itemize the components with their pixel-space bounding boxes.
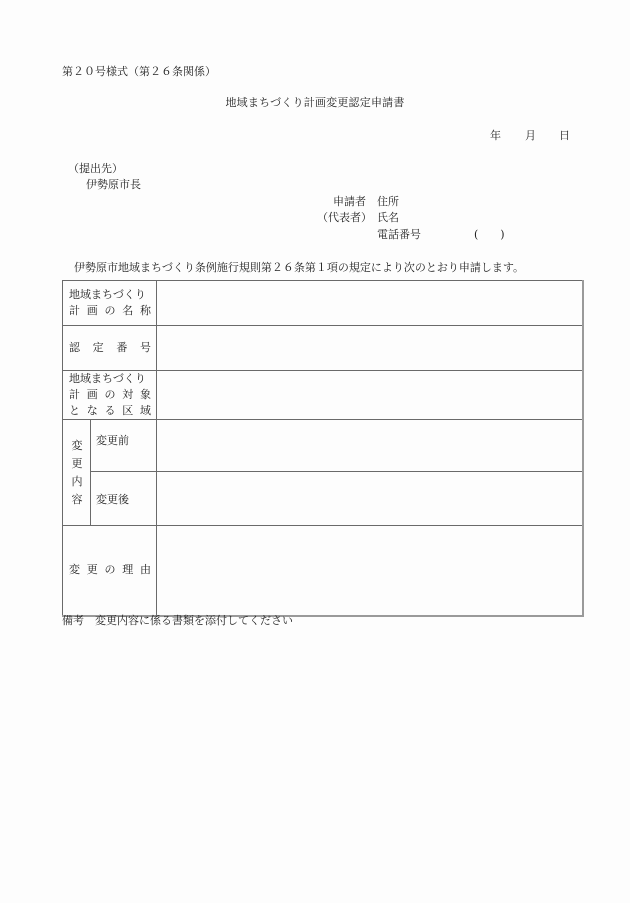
- preamble-text: 伊勢原市地域まちづくり条例施行規則第２６条第１項の規定により次のとおり申請します。: [74, 261, 525, 274]
- plan-name-label-line1: 地域まちづくり: [69, 288, 146, 301]
- form-number: 第２０号様式（第２６条関係）: [62, 65, 216, 78]
- plan-name-label-line2: 計 画 の 名 称: [69, 304, 151, 317]
- date-year-label: 年: [490, 129, 501, 142]
- applicant-name-label: 氏名: [377, 211, 399, 224]
- applicant-phone-paren: ( ): [474, 228, 505, 241]
- table-row-plan-name: [63, 281, 584, 326]
- table-row-target-area: [63, 371, 584, 420]
- applicant-address-label: 住所: [377, 195, 399, 208]
- destination-name: 伊勢原市長: [86, 178, 141, 191]
- reason-label: 変 更 の 理 由: [63, 526, 157, 616]
- date-day-label: 日: [559, 129, 570, 142]
- applicant-phone-label: 電話番号: [377, 228, 421, 241]
- after-field[interactable]: [157, 472, 584, 526]
- table-row-change-after: [63, 472, 584, 526]
- change-content-label: 変 更 内 容: [63, 420, 91, 526]
- plan-name-label: [63, 281, 157, 326]
- document-title: 地域まちづくり計画変更認定申請書: [225, 96, 405, 109]
- reason-field[interactable]: [157, 526, 584, 616]
- before-label: 変更前: [91, 420, 157, 472]
- note-text: 備考 変更内容に係る書類を添付してください: [62, 614, 293, 627]
- applicant-role-label: 申請者: [333, 195, 366, 208]
- applicant-representative-label: （代表者）: [317, 211, 372, 224]
- destination-label: （提出先）: [68, 162, 123, 175]
- date-month-label: 月: [525, 129, 536, 142]
- plan-name-field[interactable]: [157, 281, 584, 326]
- target-area-label-line1: 地域まちづくり: [69, 372, 146, 385]
- target-area-field[interactable]: [157, 371, 584, 420]
- application-table: [62, 280, 584, 617]
- cert-number-field[interactable]: [157, 326, 584, 371]
- target-area-label: 地域まちづくり 計 画 の 対 象 と な る 区 域: [63, 371, 157, 420]
- after-label: 変更後: [91, 472, 157, 526]
- before-field[interactable]: [157, 420, 584, 472]
- cert-number-label: 認 定 番 号: [63, 326, 157, 371]
- table-row-cert-number: [63, 326, 584, 371]
- table-row-change-before: [63, 420, 584, 472]
- table-row-reason: [63, 526, 584, 616]
